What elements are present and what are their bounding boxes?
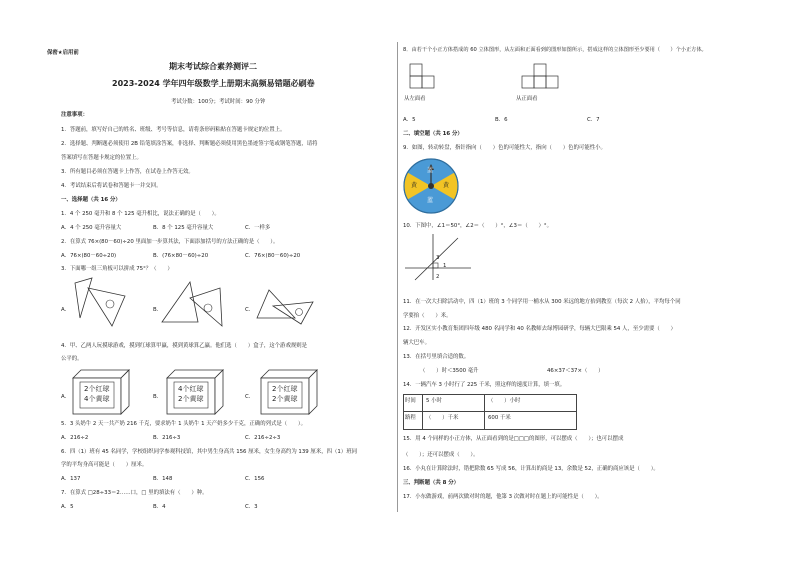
q4-box-b-line1: 4个红球: [178, 385, 204, 393]
notice-heading: 注意事项：: [61, 112, 88, 118]
q3-option-c: C．: [245, 307, 255, 313]
q4-box-c-line1: 2个红球: [272, 385, 298, 393]
q4-box-c-line2: 2个黄球: [272, 395, 298, 403]
question-6-cont: 学的平均身高可能是（ ）厘米。: [61, 462, 148, 468]
spinner-label-right: 黄: [443, 182, 450, 189]
exam-meta: 考试分数：100分；考试时间：90 分钟: [171, 99, 266, 105]
secret-label: 保密★启用前: [47, 50, 79, 56]
q6-option-c: C．156: [245, 476, 265, 482]
table-cell: 5 小时: [426, 398, 442, 404]
q5-option-a: A．216÷2: [61, 435, 89, 441]
table-cell: 600 千米: [488, 415, 511, 421]
angle-label-1: 1: [443, 263, 447, 269]
q2-option-c: C．76×(80－60)÷20: [245, 253, 301, 259]
question-14: 14．一辆汽车 3 小时行了 225 千米，照这样的速度计算，填一填。: [403, 382, 566, 388]
question-13: 13．在括号里填合适的数。: [403, 354, 470, 360]
question-6: 6．四（1）班有 45 名同学，学校组织同学参观科技馆，其中男生身高共 156 厘米，女生身高约为 139 厘米，四（1）班同: [61, 449, 357, 455]
section-fill: 二、填空题（共 16 分）: [403, 131, 463, 137]
question-8: 8．由若干个小正方体搭成的 60 立体图形，从左面和正面看到的图形如图所示，搭成这样的立体图形至少要用（ ）个小正方体。: [403, 47, 707, 53]
spinner-label-top: 蓝: [427, 167, 434, 174]
page-title: 期末考试综合素养测评二: [169, 62, 257, 71]
q5-option-b: B．216÷3: [153, 435, 181, 441]
q8-option-a: A．5: [403, 117, 416, 123]
q4-box-b-line2: 2个黄球: [178, 395, 204, 403]
notice-line: 4．考试结束后将试卷和答题卡一并交回。: [61, 183, 162, 189]
spinner-label-bottom: 蓝: [427, 197, 434, 204]
page-subtitle: 2023-2024 学年四年级数学上册期末高频易错题必刷卷: [112, 79, 315, 88]
q1-option-a: A．4 个 250 毫升容量大: [61, 225, 122, 231]
q6-option-b: B．148: [153, 476, 173, 482]
q1-option-c: C．一样多: [245, 225, 271, 231]
question-12: 12．开发区实小教育集团四年级 480 名同学和 40 名教师去绿博园研学，每辆大巴限乘 54 人，至少需要（ ）: [403, 326, 676, 332]
question-10: 10．下图中，∠1＝50°，∠2＝（ ）°，∠3＝（ ）°。: [403, 223, 553, 229]
section-judge: 三、判断题（共 8 分）: [403, 480, 460, 486]
q7-option-a: A．5: [61, 504, 74, 510]
q8-left-view-figure: [408, 62, 438, 92]
q3-triangles-c-figure: [255, 288, 315, 328]
table-cell: （ ）小时: [488, 398, 521, 404]
question-17: 17．小东做游戏，前两次做对时的题，他第 3 次做对时在题上的可能性是（ ）。: [403, 494, 603, 500]
q8-left-view-label: 从左面看: [404, 96, 426, 102]
q2-option-a: A．76×(80－60÷20): [61, 253, 117, 259]
q6-option-a: A．137: [61, 476, 81, 482]
q8-option-b: B．6: [495, 117, 508, 123]
q3-triangles-b-figure: [160, 280, 225, 330]
q8-front-view-label: 从正面看: [516, 96, 538, 102]
notice-line: 3．所有题目必须在答题卡上作答，在试卷上作答无效。: [61, 169, 194, 175]
q2-option-b: B．(76×80－60)÷20: [153, 253, 209, 259]
question-15: 15．用 4 个同样的小正方体，从正面看到的是□□□的图形，可以摆成（ ）；也可以摆成: [403, 436, 624, 442]
question-2: 2．在算式 76×(80－60)÷20 里面加一步算其法，下面添加括号的方法正确的是（ ）。: [61, 239, 279, 245]
question-1: 1．4 个 250 毫升和 8 个 125 毫升相比，说法正确的是（ ）。: [61, 211, 220, 217]
spinner-label-left: 黄: [411, 182, 418, 189]
question-5: 5．3 头奶牛 2 天一共产奶 216 千克，要求奶牛 1 头奶牛 1 天产奶多少千克，正确的列式是（ ）。: [61, 421, 307, 427]
q3-option-b: B．: [153, 307, 163, 313]
q5-option-c: C．216÷2÷3: [245, 435, 281, 441]
q4-box-a-line1: 2个红球: [84, 385, 110, 393]
q3-triangles-a-figure: [70, 278, 132, 328]
q1-option-b: B．8 个 125 毫升容量大: [153, 225, 214, 231]
question-9: 9．如图，转动转盘，指针指向（ ）色的可能性大，指向（ ）色的可能性小。: [403, 145, 606, 151]
question-16: 16．小丸在计算除法时，错把除数 65 写成 56，计算出的商是 13，余数是 52，正确的商应该是（ ）。: [403, 466, 659, 472]
notice-line: 2．选择题、判断题必须使用 2B 铅笔填涂答案，非选择、判断题必须使用黑色墨迹签字笔或钢笔答题，请将: [61, 141, 318, 147]
angle-label-2: 2: [436, 274, 440, 280]
q4-box-a-line2: 4个黄球: [84, 395, 110, 403]
table-cell: （ ）千米: [426, 415, 459, 421]
table-divider: [422, 394, 423, 429]
q13-item-2: 46×37＜37×（ ）: [547, 368, 604, 374]
q7-option-b: B．4: [153, 504, 166, 510]
table-divider: [403, 411, 576, 412]
q13-item-1: （ ）时＜3500 毫升: [420, 368, 479, 374]
question-3: 3．下面哪一组三角板可以拼成 75°？（ ）: [61, 266, 173, 272]
q4-option-a: A．: [61, 394, 71, 400]
question-15-cont: （ ）；还可以摆成（ ）。: [403, 452, 479, 458]
q8-front-view-figure: [520, 62, 560, 92]
question-11-cont: 学要抬（ ）米。: [403, 313, 452, 319]
question-12-cont: 辆大巴车。: [403, 340, 430, 346]
angle-label-3: 3: [436, 255, 440, 261]
q3-option-a: A．: [61, 307, 71, 313]
page-divider: [397, 42, 398, 512]
notice-line: 答案填写在答题卡规定的位置上。: [61, 155, 142, 161]
question-4-cont: 公平的。: [61, 356, 83, 362]
question-11: 11．在一次大扫除活动中，四（1）班的 3 个同学用一桶水从 300 米远的地方抬到教室（每次 2 人抬），平均每个同: [403, 299, 681, 305]
table-cell: 时间: [405, 398, 416, 404]
question-4: 4．甲、乙两人玩摸球游戏，摸到红球算甲赢，摸到黄球算乙赢。他们选（ ）盒子，这个游戏规则是: [61, 343, 308, 349]
section-choice: 一、选择题（共 16 分）: [61, 197, 121, 203]
table-cell: 路程: [405, 415, 416, 421]
question-7: 7．在算式 □28÷33＝2……口，□ 里的填法有（ ）种。: [61, 490, 208, 496]
q8-option-c: C．7: [587, 117, 600, 123]
q4-option-c: C．: [245, 394, 255, 400]
table-divider: [484, 394, 485, 429]
q7-option-c: C．3: [245, 504, 258, 510]
q4-option-b: B．: [153, 394, 163, 400]
notice-line: 1．答题前，填写好自己的姓名、班级、考号等信息，请将条形码粘贴在答题卡规定的位置上。: [61, 127, 286, 133]
